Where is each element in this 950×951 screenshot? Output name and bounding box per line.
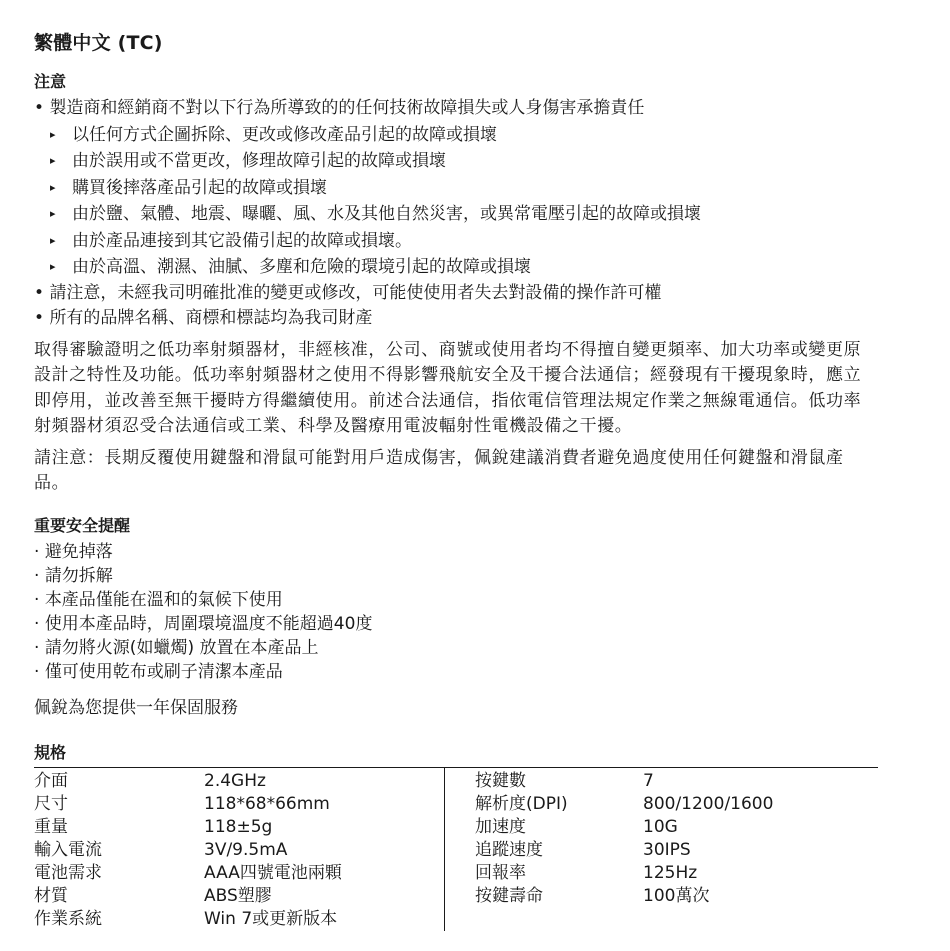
spec-value: 7 <box>643 767 878 793</box>
page-title: 繁體中文 (TC) <box>34 32 163 54</box>
spec-key: 加速度 <box>475 816 526 837</box>
safety-item: · 使用本產品時，周圍環境溫度不能超過40度 <box>34 612 950 636</box>
liability-sub-list <box>34 122 950 281</box>
spec-key: 解析度(DPI) <box>475 793 568 814</box>
liability-sub-item: ▸ 由於產品連接到其它設備引起的故障或損壞。 <box>50 228 950 255</box>
health-paragraph: 請注意：長期反覆使用鍵盤和滑鼠可能對用戶造成傷害，佩銳建議消費者避免過度使用任何鍵盤和滑鼠產品。 <box>34 447 844 493</box>
safety-item: · 避免掉落 <box>34 540 950 564</box>
spec-value: 125Hz <box>643 862 698 883</box>
spec-key: 輸入電流 <box>34 839 102 860</box>
safety-item: · 請勿拆解 <box>34 564 950 588</box>
ncc-paragraph: 取得審驗證明之低功率射頻器材，非經核准，公司、商號或使用者均不得擅自變更頻率、加大功率或變更原設計之特性及功能。低功率射頻器材之使用不得影響飛航安全及干擾合法通信；經發現有干擾現象時，應立即停用，並改善至無干擾時方得繼續使用。前述合法通信，指依電信管理法規定作業之無線電通信。低功率射頻器材須忍受合法通信或工業、科學及醫療用電波輻射性電機設備之干擾。 <box>34 339 862 436</box>
liability-sub-item: ▸ 購買後摔落產品引起的故障或損壞 <box>50 175 950 202</box>
spec-value <box>643 908 878 931</box>
spec-key: 追蹤速度 <box>475 839 543 860</box>
spec-value: 118±5g <box>204 816 445 839</box>
spec-key: 按鍵數 <box>445 767 644 793</box>
spec-row <box>34 767 878 793</box>
safety-heading: 重要安全提醒 <box>34 515 131 535</box>
liability-sub-item: ▸ 由於誤用或不當更改，修理故障引起的故障或損壞 <box>50 148 950 175</box>
spec-key: 電池需求 <box>34 862 102 883</box>
safety-item: · 本產品僅能在溫和的氣候下使用 <box>34 588 950 612</box>
spec-row <box>34 839 878 862</box>
spec-key: 作業系統 <box>34 908 102 929</box>
spec-value: 100萬次 <box>643 885 710 906</box>
spec-value: 800/1200/1600 <box>643 793 774 814</box>
safety-item: · 請勿將火源(如蠟燭) 放置在本產品上 <box>34 636 950 660</box>
spec-key: 按鍵壽命 <box>475 885 543 906</box>
spec-value: Win 7或更新版本 <box>204 908 445 931</box>
spec-key: 材質 <box>34 885 68 906</box>
notice-bullet-liability-text: 製造商和經銷商不對以下行為所導致的的任何技術故障損失或人身傷害承擔責任 <box>49 98 645 118</box>
spec-value: 10G <box>643 816 678 837</box>
spec-table <box>34 767 878 931</box>
spec-key: 重量 <box>34 816 68 837</box>
safety-section <box>34 513 950 720</box>
warranty-text: 佩銳為您提供一年保固服務 <box>34 697 238 718</box>
liability-sub-item: ▸ 由於鹽、氣體、地震、曝曬、風、水及其他自然災害，或異常電壓引起的故障或損壞 <box>50 201 950 228</box>
spec-value: 3V/9.5mA <box>204 839 445 862</box>
notice-heading: 注意 <box>34 72 67 91</box>
notice-bullet-liability <box>34 96 950 281</box>
spec-row <box>34 793 878 816</box>
spec-value: ABS塑膠 <box>204 885 445 908</box>
spec-key: 介面 <box>34 767 204 793</box>
spec-key <box>445 908 644 931</box>
spec-key: 尺寸 <box>34 793 68 814</box>
spec-row <box>34 908 878 931</box>
liability-sub-item: ▸ 以任何方式企圖拆除、更改或修改產品引起的故障或損壞 <box>50 122 950 149</box>
spec-heading: 規格 <box>34 742 67 762</box>
spec-value: 2.4GHz <box>204 767 445 793</box>
notice-bullet-trademark: • 所有的品牌名稱、商標和標誌均為我司財產 <box>34 306 950 332</box>
notice-list <box>34 96 950 332</box>
spec-value: 30IPS <box>643 839 691 860</box>
spec-value: AAA四號電池兩顆 <box>204 862 445 885</box>
spec-section <box>34 740 950 931</box>
liability-sub-item: ▸ 由於高溫、潮濕、油膩、多塵和危險的環境引起的故障或損壞 <box>50 254 950 281</box>
notice-bullet-modification: • 請注意，未經我司明確批准的變更或修改，可能使使用者失去對設備的操作許可權 <box>34 281 950 307</box>
safety-list <box>34 540 950 684</box>
spec-row <box>34 816 878 839</box>
spec-row <box>34 885 878 908</box>
spec-key: 回報率 <box>475 862 526 883</box>
spec-value: 118*68*66mm <box>204 793 445 816</box>
spec-row <box>34 862 878 885</box>
safety-item: · 僅可使用乾布或刷子清潔本產品 <box>34 660 950 684</box>
